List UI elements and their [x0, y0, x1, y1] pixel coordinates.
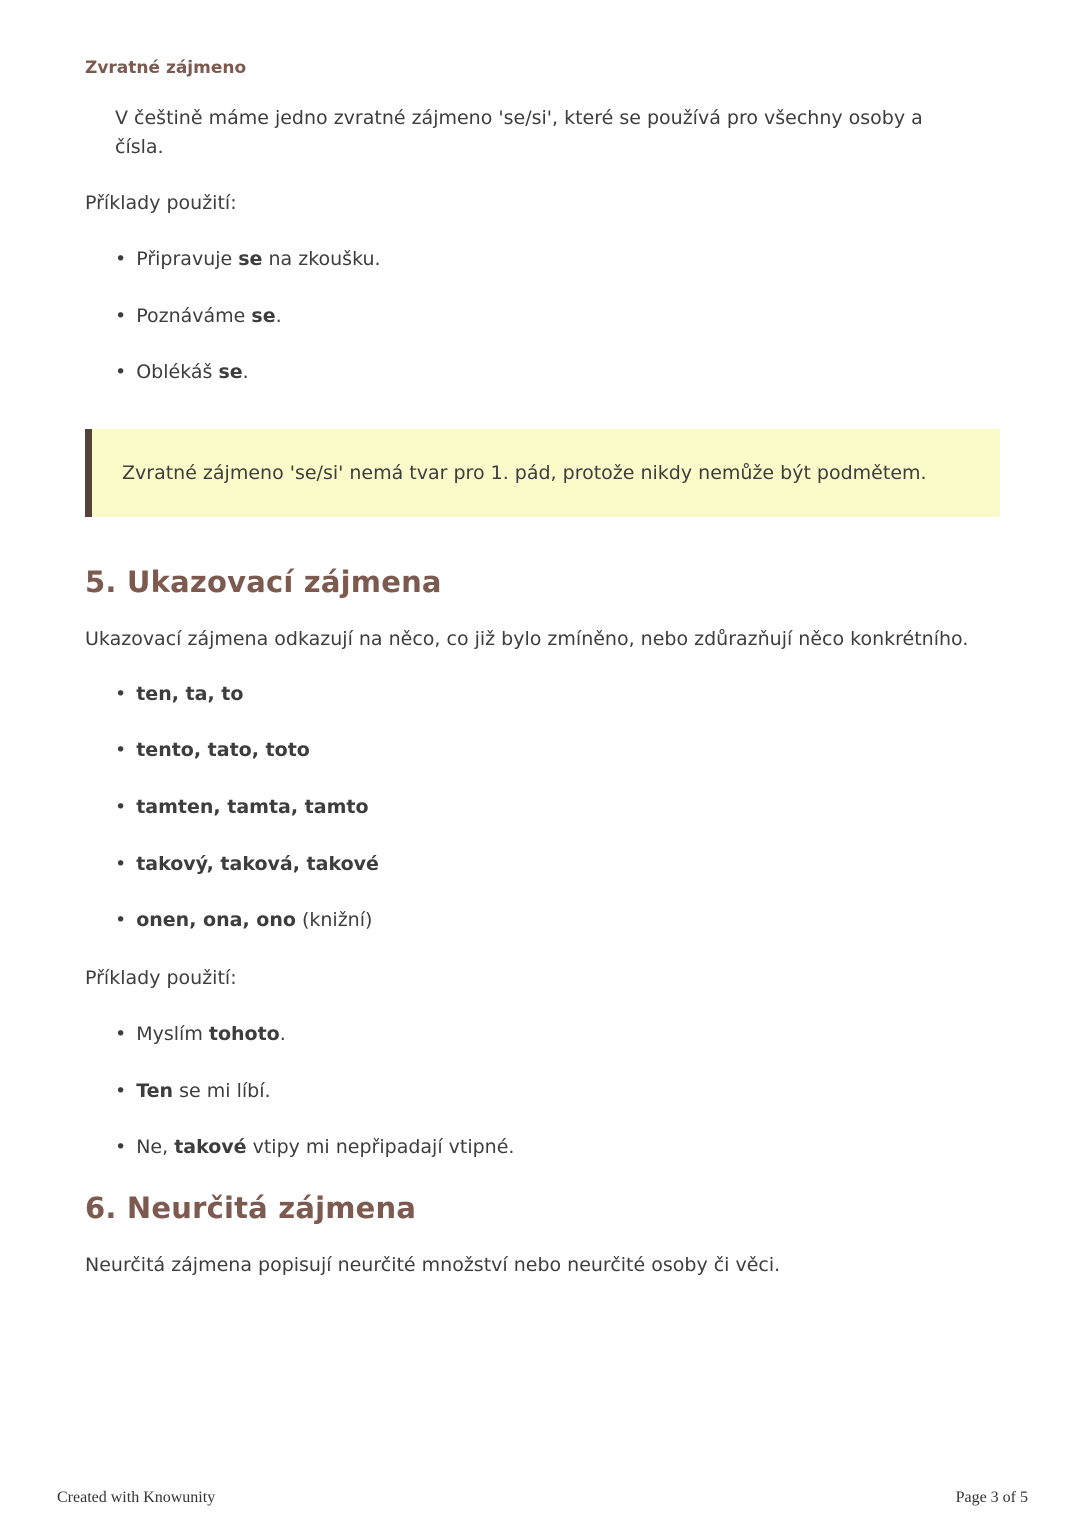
text-segment: vtipy mi nepřipadají vtipné.: [246, 1136, 515, 1159]
text-segment: Připravuje: [136, 248, 239, 271]
text-segment: .: [279, 1023, 286, 1046]
list-item: [115, 1078, 995, 1106]
text-segment: .: [275, 304, 282, 327]
section-zvratne-zajmeno: [85, 58, 995, 517]
pronoun-list: [115, 681, 995, 935]
bold-segment: ten, ta, to: [136, 682, 244, 705]
list-item: [115, 681, 995, 709]
examples-list: [115, 246, 995, 387]
bold-segment: onen, ona, ono: [136, 909, 296, 932]
text-segment: Myslím: [136, 1023, 209, 1046]
bold-segment: takové: [174, 1136, 247, 1159]
list-item: [115, 1134, 995, 1162]
text-segment: se mi líbí.: [173, 1079, 271, 1102]
text-segment: Ne,: [136, 1136, 175, 1159]
section-ukazovaci-zajmena: [85, 565, 995, 1161]
list-item: [115, 1021, 995, 1049]
text-segment: Poznáváme: [136, 304, 252, 327]
list-item: [115, 246, 995, 274]
list-item: [115, 737, 995, 765]
bold-segment: tohoto: [208, 1023, 280, 1046]
intro-paragraph: V češtině máme jedno zvratné zájmeno 'se/si', které se používá pro všechny osoby a čísla.: [115, 107, 923, 159]
examples-label: Příklady použití:: [85, 191, 237, 214]
bold-segment: takový, taková, takové: [136, 852, 379, 875]
text-segment: Oblékáš: [136, 361, 219, 384]
examples-list: [115, 1021, 995, 1162]
page-number: Page 3 of 5: [955, 1489, 1028, 1506]
bold-segment: se: [238, 248, 263, 271]
list-item: [115, 907, 995, 935]
subsection-heading: Zvratné zájmeno: [85, 58, 247, 78]
callout-text: Zvratné zájmeno 'se/si' nemá tvar pro 1. pád, protože nikdy nemůže být podmětem.: [122, 461, 927, 484]
highlight-callout: [85, 429, 1000, 518]
examples-label: Příklady použití:: [85, 966, 237, 989]
text-segment: (knižní): [295, 909, 373, 932]
section-heading: 6. Neurčitá zájmena: [85, 1190, 417, 1225]
footer-branding: Created with Knowunity: [57, 1489, 216, 1506]
bold-segment: tento, tato, toto: [136, 739, 310, 762]
list-item: [115, 303, 995, 331]
list-item: [115, 359, 995, 387]
bold-segment: tamten, tamta, tamto: [136, 795, 369, 818]
text-segment: .: [242, 361, 249, 384]
bold-segment: Ten: [136, 1079, 174, 1102]
list-item: [115, 794, 995, 822]
bold-segment: se: [218, 361, 243, 384]
section-neurcita-zajmena: [85, 1191, 995, 1280]
bold-segment: se: [251, 304, 276, 327]
page-footer: [57, 1489, 1028, 1507]
text-segment: na zkoušku.: [262, 248, 381, 271]
intro-paragraph: Neurčitá zájmena popisují neurčité množství nebo neurčité osoby či věci.: [85, 1253, 781, 1276]
intro-paragraph: Ukazovací zájmena odkazují na něco, co již bylo zmíněno, nebo zdůrazňují něco konkrétního.: [85, 628, 969, 651]
list-item: [115, 851, 995, 879]
section-heading: 5. Ukazovací zájmena: [85, 565, 442, 600]
